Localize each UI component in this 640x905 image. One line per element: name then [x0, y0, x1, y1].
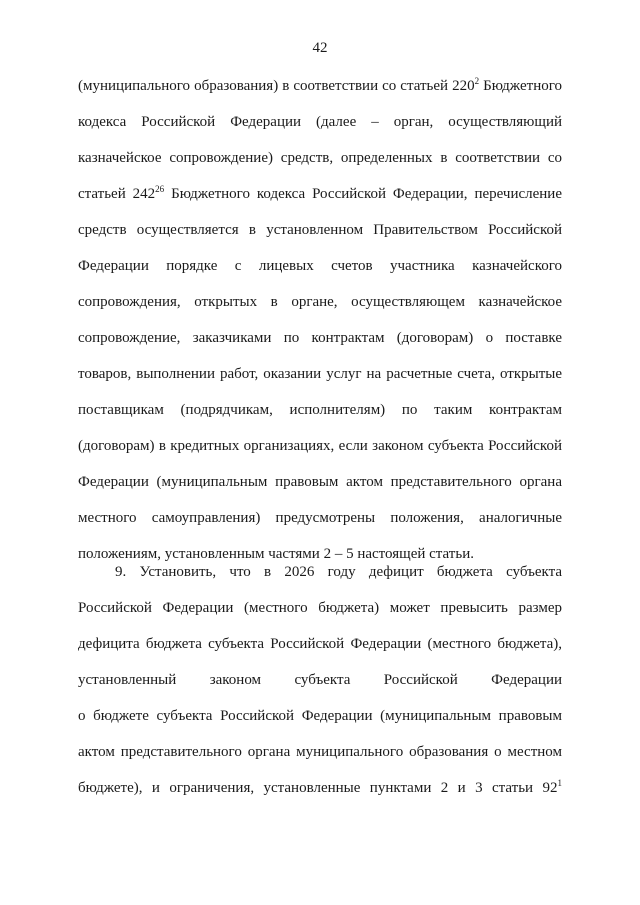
text-line: сопровождение, заказчиками по контрактам (договорам) о поставке [78, 330, 562, 346]
footnote-superscript: 1 [557, 778, 562, 788]
text-line: актом представительного органа муниципального образования о местном [78, 744, 562, 760]
footnote-superscript: 2 [474, 76, 480, 86]
text-line: средств осуществляется в установленном Правительством Российской [78, 222, 562, 238]
paragraph-9 [78, 560, 562, 812]
text-line: статьей $242^{26}$ Бюджетного кодекса Российской Федерации, перечисление [78, 184, 562, 202]
text-line: (договорам) в кредитных организациях, если законом субъекта Российской [78, 438, 562, 454]
text-line: положениям, установленным частями 2 – 5 настоящей статьи. [78, 546, 474, 562]
text-line: местного самоуправления) предусмотрены положения, аналогичные [78, 510, 562, 526]
text-line: бюджете), и ограничения, установленные пунктами 2 и 3 статьи $92^1$ [78, 778, 562, 796]
text-line: дефицита бюджета субъекта Российской Федерации (местного бюджета), [78, 636, 562, 652]
text-line: кодекса Российской Федерации (далее – орган, осуществляющий [78, 114, 562, 130]
text-line: Российской Федерации (местного бюджета) может превысить размер [78, 600, 562, 616]
text-line: товаров, выполнении работ, оказании услуг на расчетные счета, открытые [78, 366, 562, 382]
text-line: 9. Установить, что в 2026 году дефицит бюджета субъекта [115, 564, 562, 580]
footnote-superscript: 26 [155, 184, 165, 194]
text-line: казначейское сопровождение) средств, определенных в соответствии со [78, 150, 562, 166]
text-line: сопровождения, открытых в органе, осуществляющем казначейское [78, 294, 562, 310]
text-line: установленный законом субъекта Российской Федерации [78, 672, 562, 688]
text-line: (муниципального образования) в соответствии со статьей $220^2$ Бюджетного [78, 76, 562, 94]
paragraph-8 [78, 74, 562, 578]
text-line: Федерации порядке с лицевых счетов участника казначейского [78, 258, 562, 274]
text-line: Федерации (муниципальным правовым актом представительного органа [78, 474, 562, 490]
text-line: о бюджете субъекта Российской Федерации (муниципальным правовым [78, 708, 562, 724]
page-number: 42 [312, 40, 328, 56]
text-line: поставщикам (подрядчикам, исполнителям) по таким контрактам [78, 402, 562, 418]
